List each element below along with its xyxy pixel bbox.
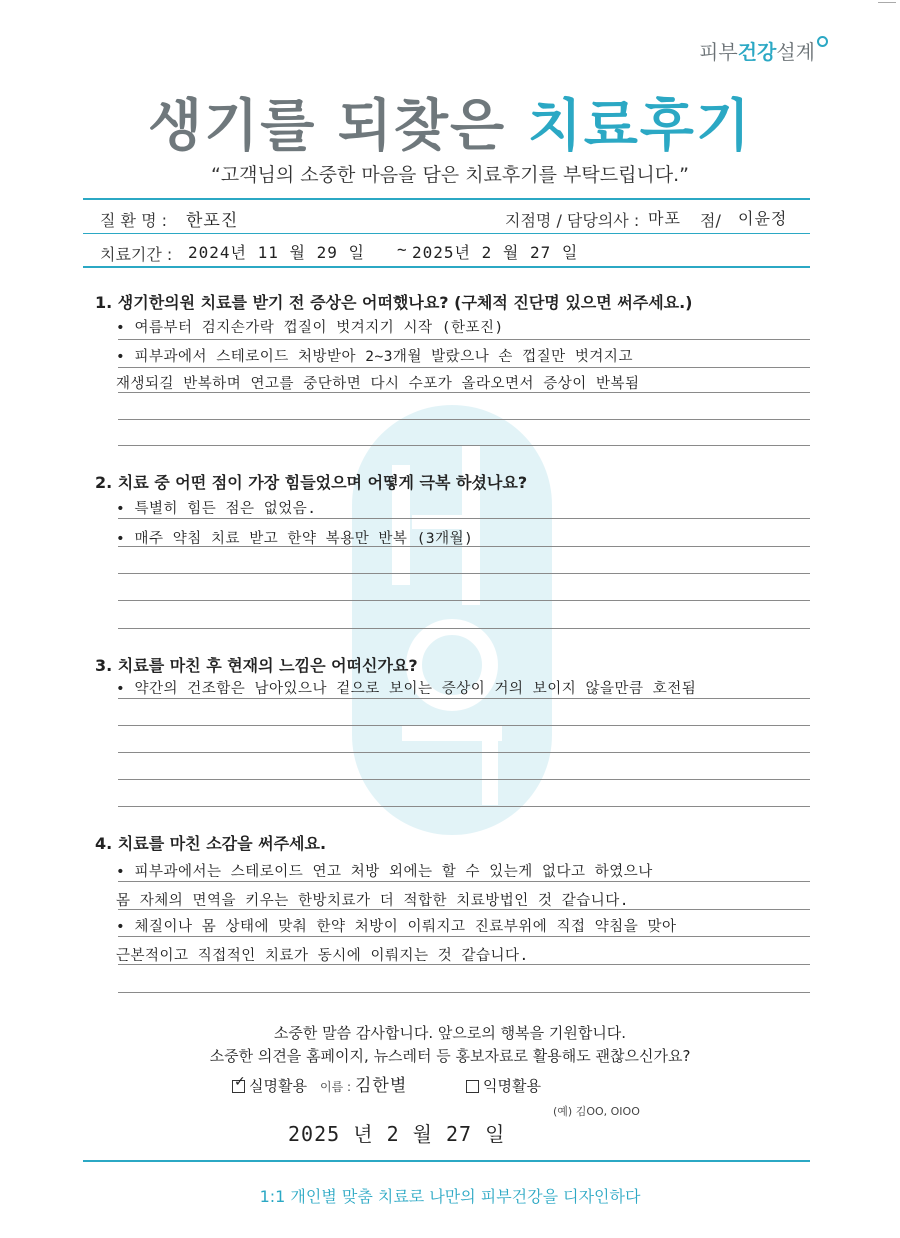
divider-middle: [83, 233, 810, 234]
name-label: 이름 :: [320, 1080, 352, 1094]
named-option[interactable]: [232, 1075, 307, 1096]
writing-line: [118, 445, 810, 446]
closing-line-2: 소중한 의견을 홈페이지, 뉴스레터 등 홍보자료로 활용해도 괜찮으신가요?: [209, 1047, 691, 1065]
brand-suffix: 설계: [776, 40, 815, 64]
corner-mark: [878, 2, 896, 3]
writing-line: [118, 367, 810, 368]
divider-top: [83, 198, 810, 200]
writing-line: [118, 518, 810, 519]
branch-label: 지점명 / 담당의사 :: [505, 211, 640, 230]
title-part2: 치료후기: [527, 94, 752, 159]
writing-line: [118, 698, 810, 699]
writing-line: [118, 936, 810, 937]
brand-prefix: 피부: [699, 40, 738, 64]
name-value: 김한별: [355, 1076, 408, 1096]
writing-line: [118, 725, 810, 726]
writing-line: [118, 881, 810, 882]
writing-line: [118, 909, 810, 910]
answer-line: 몸 자체의 면역을 키우는 한방치료가 더 적합한 치료방법인 것 같습니다.: [116, 893, 629, 909]
disease-label: 질 환 명 :: [100, 211, 168, 230]
writing-line: [118, 992, 810, 993]
period-end: 2025년 2 월 27 일: [412, 243, 579, 262]
anon-option[interactable]: [466, 1075, 541, 1096]
brand-dot-icon: [817, 36, 828, 47]
name-example: (예) 김OO, OIOO: [553, 1105, 640, 1118]
answer-line: • 체질이나 몸 상태에 맞춰 한약 처방이 이뤄지고 진료부위에 직접 약침을 맞아: [116, 919, 677, 935]
checkbox-empty-icon[interactable]: [466, 1080, 479, 1093]
answer-line: • 여름부터 검지손가락 껍질이 벗겨지기 시작 (한포진): [116, 320, 504, 336]
writing-line: [118, 339, 810, 340]
disease-value: 한포진: [186, 211, 239, 231]
named-label: 실명활용: [249, 1077, 307, 1095]
title-part1: 생기를 되찾은: [148, 94, 528, 159]
footer-slogan: 1:1 개인별 맞춤 치료로 나만의 피부건강을 디자인하다: [259, 1187, 641, 1206]
question-1: 1. 생기한의원 치료를 받기 전 증상은 어떠했나요? (구체적 진단명 있으면 써주세요.): [95, 293, 693, 312]
period-separator: ~: [397, 240, 408, 259]
answer-line: • 피부과에서는 스테로이드 연고 처방 외에는 할 수 있는게 없다고 하였으나: [116, 864, 653, 880]
period-start: 2024년 11 월 29 일: [188, 243, 365, 262]
divider-bottom: [83, 266, 810, 268]
question-2: 2. 치료 중 어떤 점이 가장 힘들었으며 어떻게 극복 하셨나요?: [95, 473, 528, 492]
answer-line: 재생되길 반복하며 연고를 중단하면 다시 수포가 올라오면서 증상이 반복됨: [116, 376, 640, 392]
writing-line: [118, 419, 810, 420]
checkbox-checked-icon[interactable]: ✓: [232, 1080, 245, 1093]
question-4: 4. 치료를 마친 소감을 써주세요.: [95, 834, 327, 853]
doctor-value: 이윤정: [738, 209, 788, 228]
writing-line: [118, 806, 810, 807]
period-label: 치료기간 :: [100, 245, 173, 264]
writing-line: [118, 752, 810, 753]
anon-label: 익명활용: [483, 1077, 541, 1095]
answer-line: • 특별히 힘든 점은 없었음.: [116, 501, 317, 517]
branch-suffix: 점/: [700, 211, 721, 230]
writing-line: [118, 964, 810, 965]
page-subtitle: “고객님의 소중한 마음을 담은 치료후기를 부탁드립니다.”: [210, 164, 690, 186]
branch-value: 마포: [648, 209, 681, 228]
closing-line-1: 소중한 말씀 감사합니다. 앞으로의 행복을 기원합니다.: [273, 1024, 627, 1042]
signature-date: 2025 년 2 월 27 일: [288, 1122, 506, 1146]
divider-footer: [83, 1160, 810, 1162]
writing-line: [118, 779, 810, 780]
answer-line: • 피부과에서 스테로이드 처방받아 2~3개월 발랐으나 손 껍질만 벗겨지고: [116, 349, 633, 365]
answer-line: 근본적이고 직접적인 치료가 동시에 이뤄지는 것 같습니다.: [116, 948, 529, 964]
question-3: 3. 치료를 마친 후 현재의 느낌은 어떠신가요?: [95, 656, 418, 675]
writing-line: [118, 546, 810, 547]
writing-line: [118, 628, 810, 629]
brand-logo: [699, 36, 828, 65]
writing-line: [118, 573, 810, 574]
writing-line: [118, 392, 810, 393]
page-title: [0, 82, 900, 162]
writing-line: [118, 600, 810, 601]
answer-line: • 매주 약침 치료 받고 한약 복용만 반복 (3개월): [116, 531, 474, 547]
answer-line: • 약간의 건조함은 남아있으나 겉으로 보이는 증상이 거의 보이지 않을만큼 호전됨: [116, 681, 697, 697]
brand-highlight: 건강: [737, 40, 777, 64]
